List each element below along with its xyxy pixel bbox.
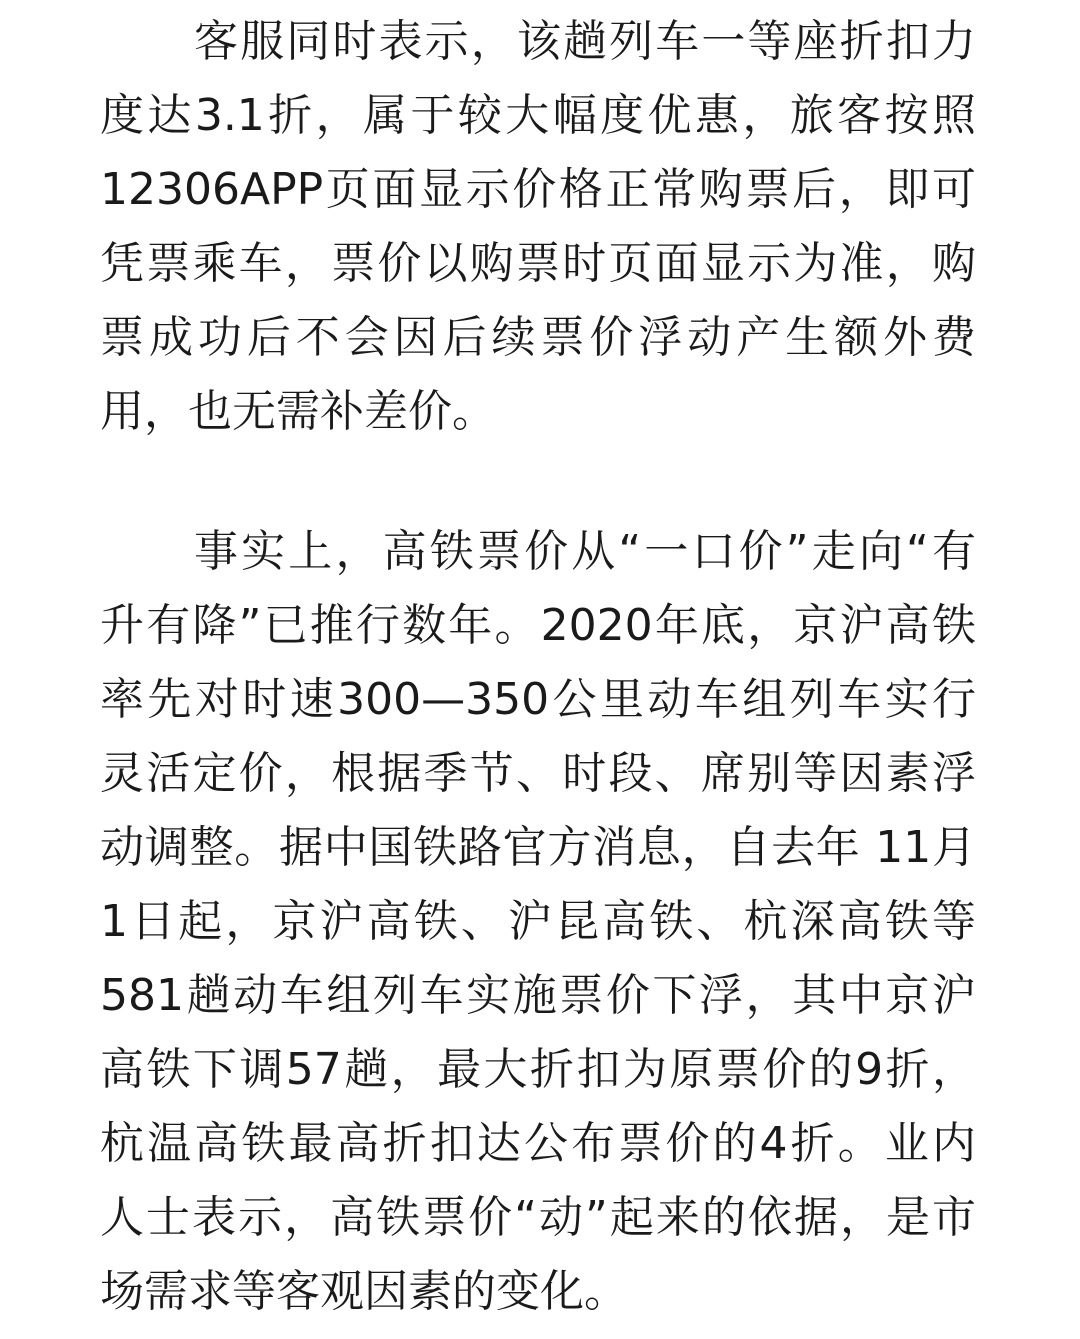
text-line: 581趟动车组列车实施票价下浮，其中京沪 [100,970,976,1021]
text-line: 人士表示，高铁票价“动”起来的依据，是市 [100,1192,976,1243]
text-line: 度达3.1折，属于较大幅度优惠，旅客按照 [100,90,976,141]
paragraph-2 [100,515,976,1329]
text-line: 灵活定价，根据季节、时段、席别等因素浮 [100,748,976,799]
text-line: 1日起，京沪高铁、沪昆高铁、杭深高铁等 [100,896,976,947]
text-line: 高铁下调57趟，最大折扣为原票价的9折， [100,1044,976,1095]
text-line: 用，也无需补差价。 [100,386,496,437]
text-line: 升有降”已推行数年。2020年底，京沪高铁 [100,600,976,651]
text-line: 杭温高铁最高折扣达公布票价的4折。业内 [100,1118,976,1169]
text-line: 事实上，高铁票价从“一口价”走向“有 [194,526,976,577]
text-line: 12306APP页面显示价格正常购票后，即可 [100,164,976,215]
text-line: 客服同时表示，该趟列车一等座折扣力 [194,16,976,67]
text-line: 动调整。据中国铁路官方消息，自去年 11月 [100,822,976,873]
text-line: 票成功后不会因后续票价浮动产生额外费 [100,312,976,363]
text-line: 场需求等客观因素的变化。 [100,1266,628,1317]
text-line: 凭票乘车，票价以购票时页面显示为准，购 [100,238,976,289]
text-line: 率先对时速300—350公里动车组列车实行 [100,674,976,725]
paragraph-1 [100,5,976,449]
